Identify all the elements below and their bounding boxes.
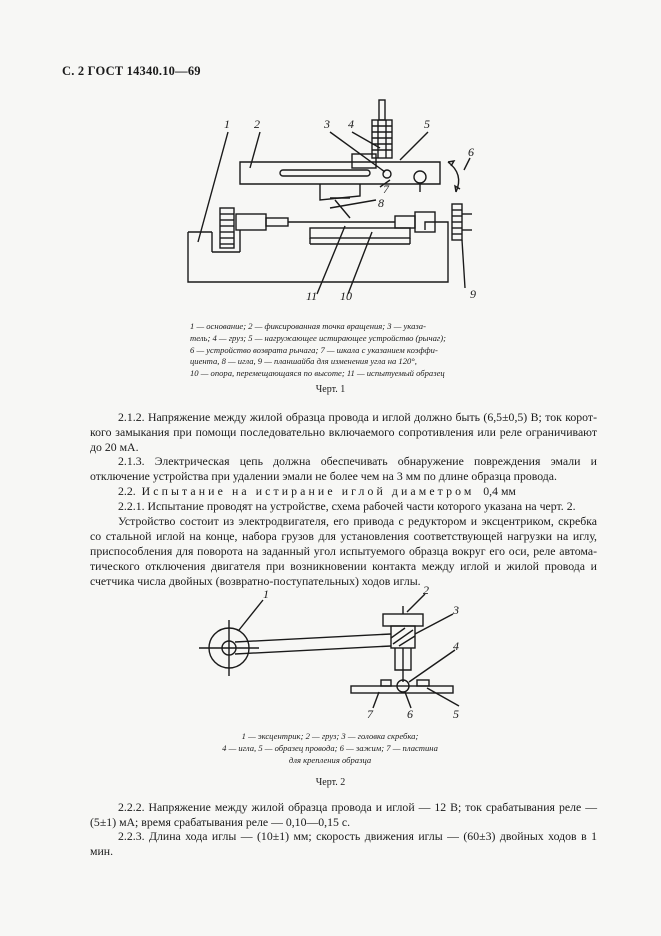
figure-2-drawing [195,584,475,724]
paragraph-2-1-2: 2.1.2. Напряжение между жилой образца провода и иглой должно быть (6,5±0,5) В; ток корот-кого замыкания при помощи последовательно включаемого сопротивления или реле ограничивают до 20 мА. [90,410,597,454]
fig2-label-1: 1 [263,587,269,601]
fig1-label-5: 5 [424,117,430,131]
figure-2-caption: Черт. 2 [315,777,346,788]
paragraph-2-1-3: 2.1.3. Электрическая цепь должна обеспечивать обнаружение повреждения эмали и отключение устройства при удалении эмали не более чем на 3 мм по длине образца провода. [90,454,597,483]
fig2-label-3: 3 [453,603,459,617]
fig2-label-6: 6 [407,707,413,721]
section-2-2-heading: 2.2. Испытание на истирание иглой диаметром 0,4 мм [118,484,516,498]
legend-line: 10 — опора, перемещающаяся по высоте; 11 — испытуемый образец [190,368,445,379]
fig1-label-10: 10 [340,289,352,303]
legend-line: для крепления образца [288,754,372,765]
legend-line: 4 — игла, 5 — образец провода; 6 — зажим; 7 — пластина [222,742,438,753]
fig2-label-2: 2 [423,584,429,597]
paragraph-2-2-1: 2.2.1. Испытание проводят на устройстве, схема рабочей части которого указана на черт. 2. [118,499,576,513]
fig1-label-2: 2 [254,117,260,131]
legend-line: 1 — основание; 2 — фиксированная точка вращения; 3 — указа- [190,321,426,331]
fig2-label-7: 7 [367,707,373,721]
legend-line: циента, 8 — игла, 9 — планшайба для изменения угла на 120°, [190,356,417,367]
figure-2-legend [200,731,460,766]
figure-1-legend [190,321,474,380]
fig1-label-1: 1 [224,117,230,131]
fig1-label-8: 8 [378,196,384,210]
page-header: С. 2 ГОСТ 14340.10—69 [62,64,201,78]
legend-line: 1 — эксцентрик; 2 — груз; 3 — головка скребка; [241,731,419,741]
fig1-label-4: 4 [348,117,354,131]
fig1-label-6: 6 [468,145,474,159]
figure-1-caption: Черт. 1 [315,384,346,395]
legend-line: 6 — устройство возврата рычага; 7 — шкала с указанием коэффи- [190,344,438,355]
paragraph-device: Устройство состоит из электродвигателя, его привода с редуктором и эксцентриком, скребка со стальной иглой на конце, набора грузов для установления соответствующей нагрузки на иглу, приспособления для поворота на заданный угол испытуемого образца вокруг его оси, реле автома-тического отключения двигателя при возникновении контакта между иглой и жилой провода и счетчика числа двойных (возвратно-поступательных) ходов иглы. [90,514,597,588]
figure-1-drawing [180,92,500,307]
paragraph-2-2-3: 2.2.3. Длина хода иглы — (10±1) мм; скорость движения иглы — (60±3) двойных ходов в 1 мин. [90,829,597,858]
fig1-label-11: 11 [306,289,318,303]
paragraph-2-2-2: 2.2.2. Напряжение между жилой образца провода и иглой — 12 В; ток срабатывания реле — (5±1) мА; время срабатывания реле — 0,10—0,15 с. [90,800,597,829]
fig1-label-3: 3 [324,117,330,131]
fig1-label-7: 7 [383,182,389,196]
fig2-label-5: 5 [453,707,459,721]
fig1-label-9: 9 [470,287,476,301]
legend-line: тель; 4 — груз; 5 — нагружающее истирающее устройство (рычаг); [190,332,446,343]
fig2-label-4: 4 [453,639,459,653]
